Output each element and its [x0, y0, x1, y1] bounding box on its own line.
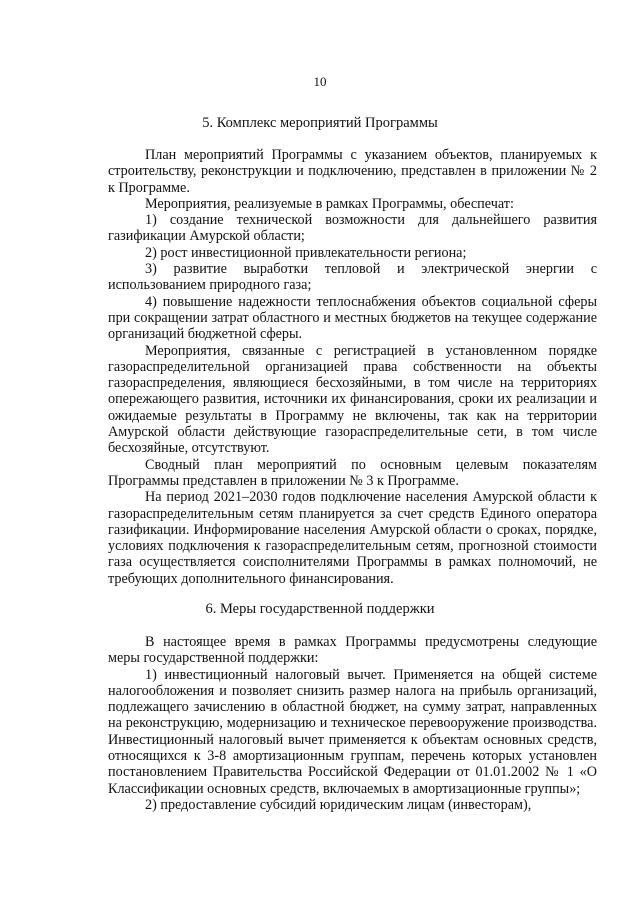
paragraph: Сводный план мероприятий по основным целевым показателям Программы представлен в приложении № 3 к Программе.	[108, 456, 597, 489]
paragraph: Мероприятия, реализуемые в рамках Программы, обеспечат:	[145, 195, 514, 212]
page-number: 10	[313, 74, 327, 89]
list-item: 2) предоставление субсидий юридическим лицам (инвесторам),	[145, 796, 532, 813]
paragraph: В настоящее время в рамках Программы предусмотрены следующие меры государственной поддержки:	[108, 634, 597, 667]
section-5-heading: 5. Комплекс мероприятий Программы	[202, 115, 438, 131]
section-6-heading: 6. Меры государственной поддержки	[205, 601, 435, 617]
list-item: 2) рост инвестиционной привлекательности региона;	[145, 244, 467, 261]
section-6-body	[108, 634, 597, 813]
paragraph: План мероприятий Программы с указанием объектов, планируемых к строительству, реконструкции и подключению, представлен в приложении № 2 к Программе.	[108, 147, 597, 196]
list-item: 3) развитие выработки тепловой и электрической энергии с использованием природного газа;	[108, 261, 597, 294]
section-5-body	[108, 147, 597, 587]
list-item: 1) создание технической возможности для дальнейшего развития газификации Амурской области;	[108, 212, 597, 245]
list-item: 1) инвестиционный налоговый вычет. Применяется на общей системе налогообложения и позволяет снизить размер налога на прибыль организаций, подлежащего зачислению в областной бюджет, на сумму затрат, направленных на реконструкцию, модернизацию и техническое перевооружение производства. Инвестиционный налоговый вычет применяется к объектам основных средств, относящихся к 3-8 амортизационным группам, перечень которых установлен постановлением Правительства Российской Федерации от 01.01.2002 № 1 «О Классификации основных средств, включаемых в амортизационные группы»;	[108, 666, 597, 797]
paragraph: На период 2021–2030 годов подключение населения Амурской области к газораспределительным сетям планируется за счет средств Единого оператора газификации. Информирование населения Амурской области о сроках, порядке, условиях подключения к газораспределительным сетям, прогнозной стоимости газа осуществляется соисполнителями Программы в рамках полномочий, не требующих дополнительного финансирования.	[108, 489, 597, 587]
list-item: 4) повышение надежности теплоснабжения объектов социальной сферы при сокращении затрат областного и местных бюджетов на текущее содержание организаций бюджетной сферы.	[108, 293, 597, 343]
paragraph: Мероприятия, связанные с регистрацией в установленном порядке газораспределительной организацией права собственности на объекты газораспределения, являющиеся бесхозяйными, в том числе на территориях опережающего развития, источники их финансирования, сроки их реализации и ожидаемые результаты в Программу не включены, так как на территории Амурской области действующие газораспределительные сети, в том числе бесхозяйные, отсутствуют.	[108, 342, 597, 457]
